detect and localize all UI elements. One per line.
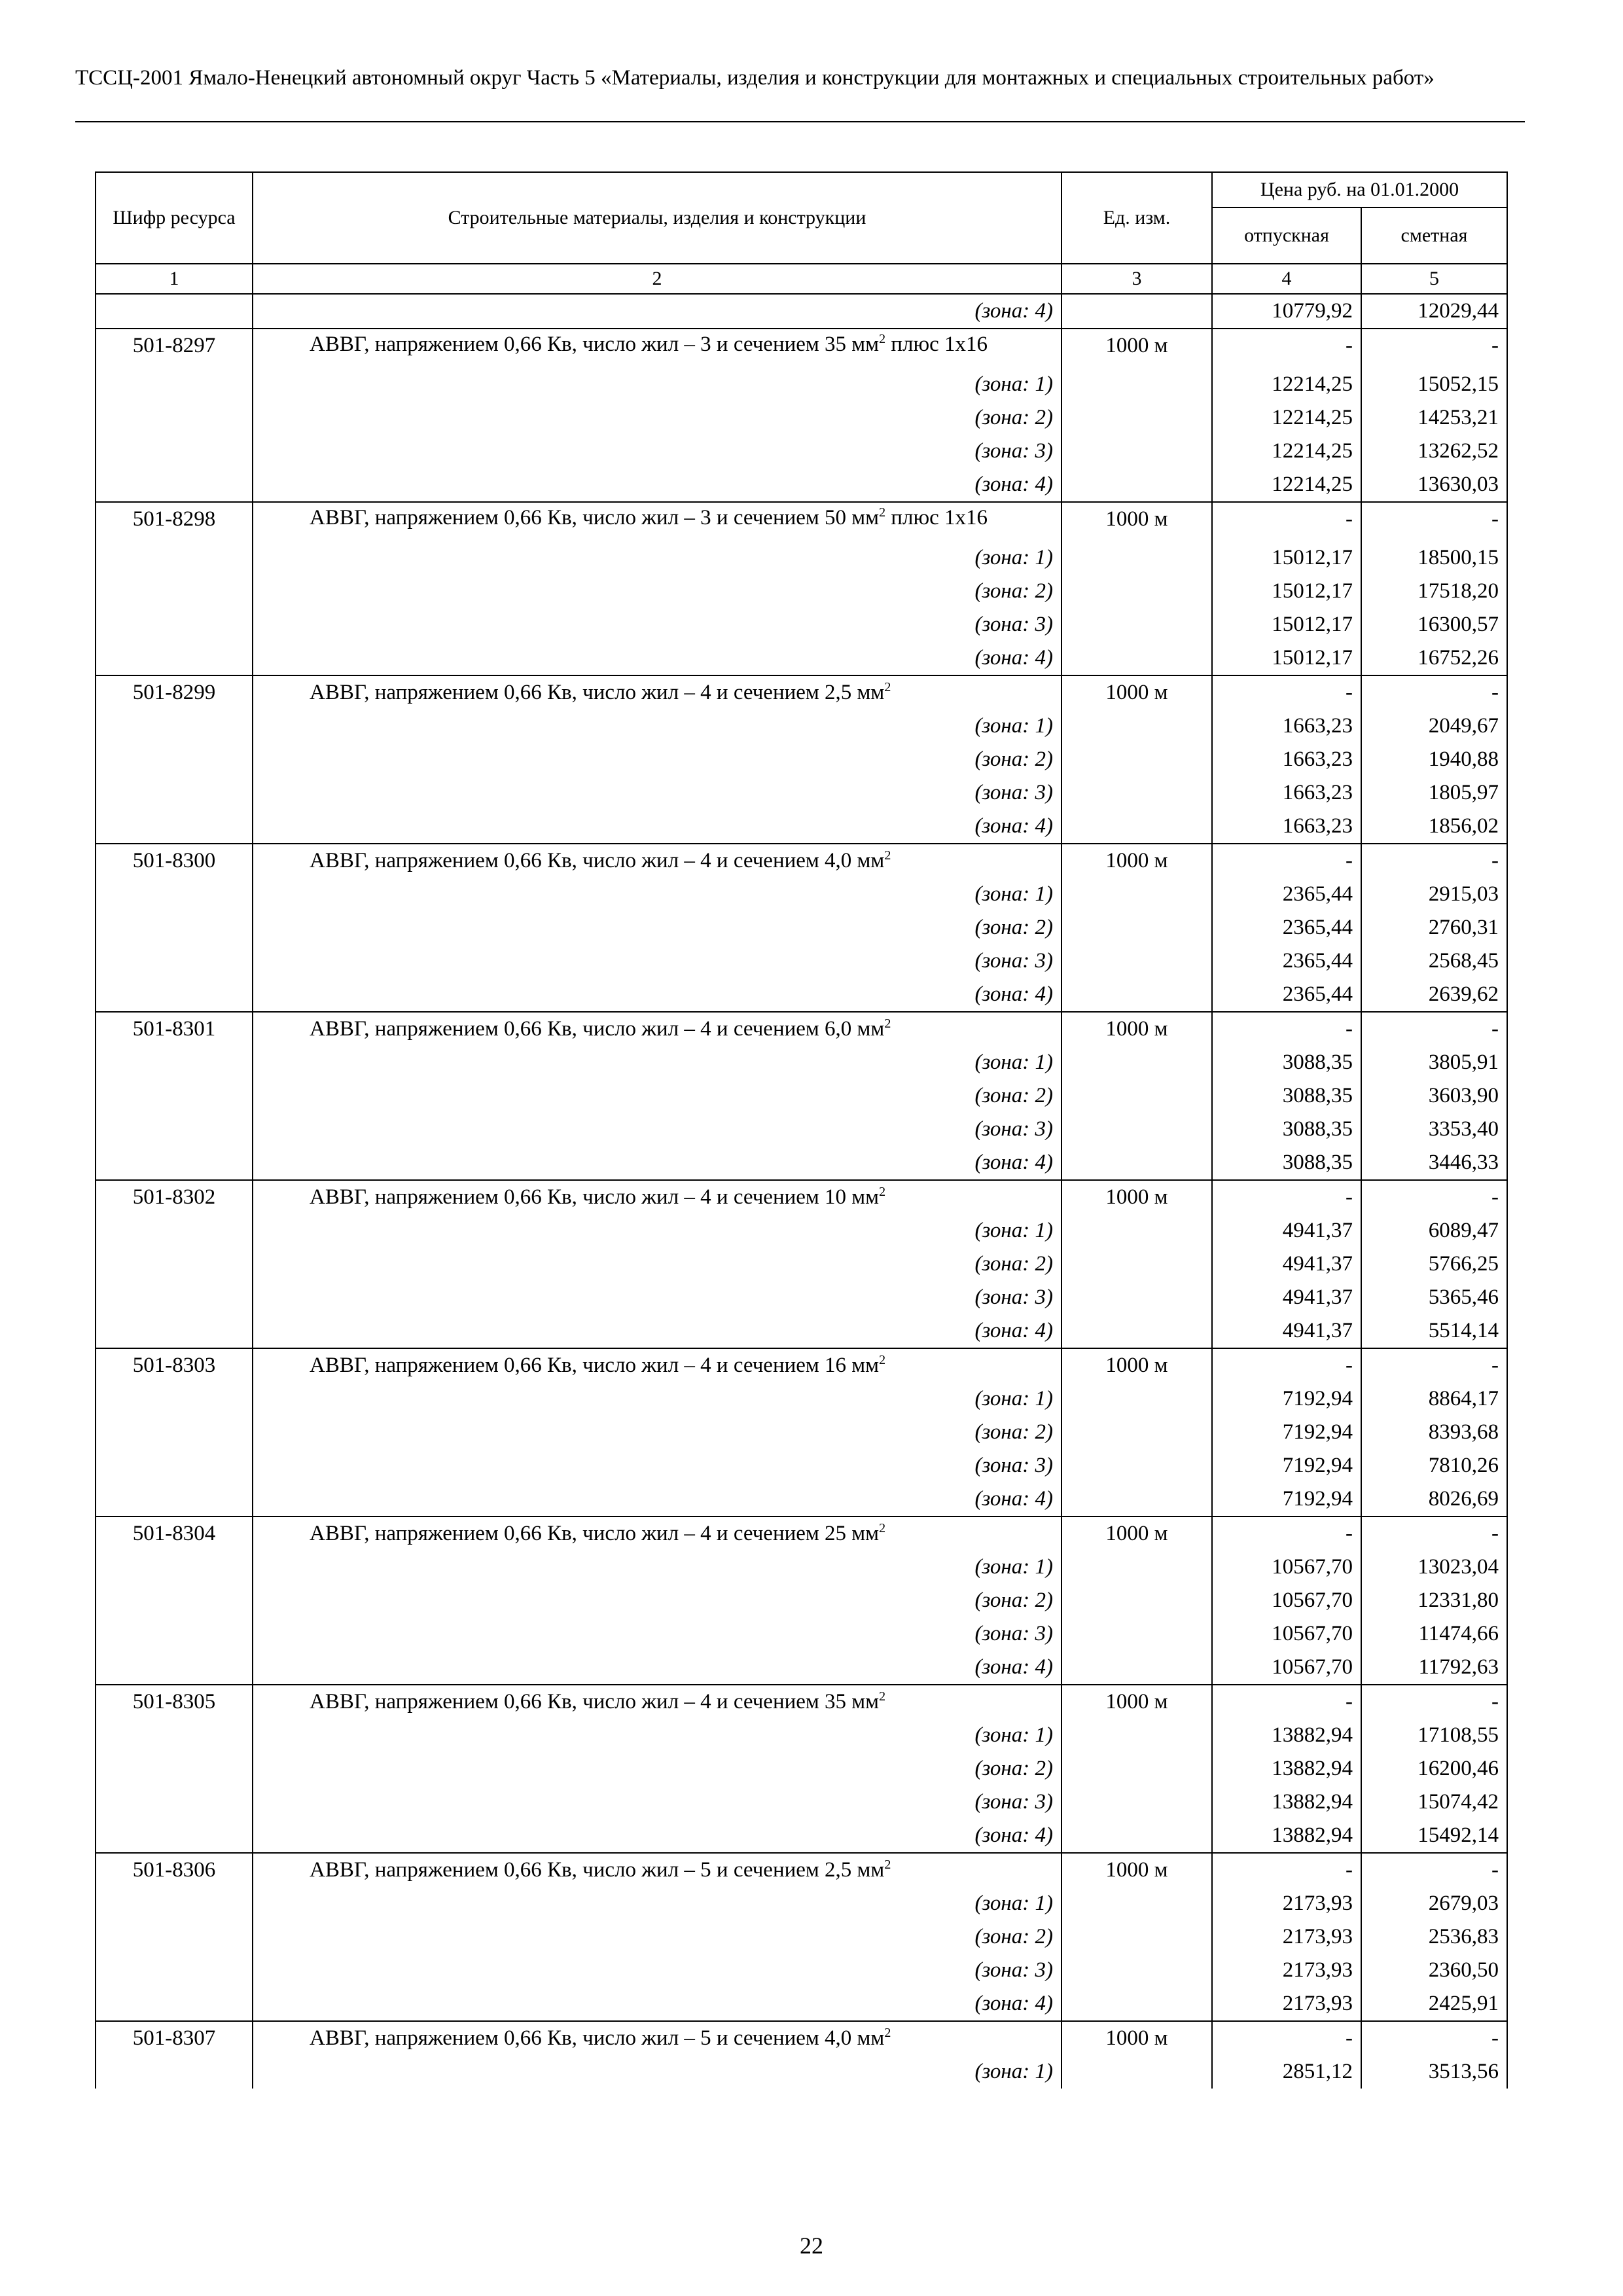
release-price: - — [1212, 1012, 1361, 1046]
estimate-price: 6089,47 — [1361, 1214, 1507, 1247]
zone-label: (зона: 4) — [253, 294, 1061, 329]
zone-row — [96, 468, 1507, 502]
resource-code: 501-8305 — [96, 1685, 253, 1719]
zone-label: (зона: 2) — [253, 1416, 1061, 1449]
release-price: 2173,93 — [1212, 1887, 1361, 1920]
zone-label: (зона: 3) — [253, 608, 1061, 641]
estimate-price: 11792,63 — [1361, 1651, 1507, 1685]
zone-row — [96, 878, 1507, 911]
zone-label: (зона: 1) — [253, 541, 1061, 575]
estimate-price: 5365,46 — [1361, 1281, 1507, 1314]
resource-name-text: АВВГ, напряжением 0,66 Кв, число жил – 5 и сечением 2,5 мм — [310, 1858, 885, 1882]
zone-row — [96, 1079, 1507, 1113]
table-row — [96, 502, 1507, 541]
release-price: 13882,94 — [1212, 1752, 1361, 1785]
zone-row — [96, 1449, 1507, 1482]
estimate-price: 2360,50 — [1361, 1954, 1507, 1987]
release-price: 2173,93 — [1212, 1987, 1361, 2021]
zone-row — [96, 541, 1507, 575]
resource-name — [253, 675, 1061, 709]
release-price: - — [1212, 1853, 1361, 1887]
resource-name-text: АВВГ, напряжением 0,66 Кв, число жил – 5 и сечением 4,0 мм — [310, 2026, 885, 2050]
resource-name — [253, 1516, 1061, 1551]
zone-label: (зона: 3) — [253, 1449, 1061, 1482]
superscript: 2 — [879, 1353, 886, 1367]
zone-label: (зона: 2) — [253, 743, 1061, 776]
zone-label: (зона: 3) — [253, 944, 1061, 978]
resource-name-text: АВВГ, напряжением 0,66 Кв, число жил – 3 и сечением 35 мм — [310, 332, 880, 356]
zone-row — [96, 944, 1507, 978]
resource-name — [253, 1180, 1061, 1214]
superscript: 2 — [879, 1185, 886, 1199]
zone-label: (зона: 3) — [253, 1617, 1061, 1651]
resource-name-text: АВВГ, напряжением 0,66 Кв, число жил – 3 и сечением 50 мм — [310, 506, 880, 529]
release-price: 3088,35 — [1212, 1146, 1361, 1180]
release-price: 7192,94 — [1212, 1482, 1361, 1516]
release-price: 15012,17 — [1212, 641, 1361, 675]
table-row — [96, 2021, 1507, 2055]
col-header-release: отпускная — [1212, 207, 1361, 264]
superscript: 2 — [879, 1689, 886, 1704]
estimate-price: 2639,62 — [1361, 978, 1507, 1012]
resource-name-text: АВВГ, напряжением 0,66 Кв, число жил – 4 и сечением 10 мм — [310, 1185, 880, 1209]
price-table — [95, 171, 1508, 2089]
zone-label: (зона: 2) — [253, 1584, 1061, 1617]
zone-label: (зона: 3) — [253, 1113, 1061, 1146]
estimate-price: - — [1361, 1012, 1507, 1046]
release-price: 2365,44 — [1212, 978, 1361, 1012]
zone-row — [96, 1551, 1507, 1584]
resource-code: 501-8304 — [96, 1516, 253, 1551]
resource-name-text: АВВГ, напряжением 0,66 Кв, число жил – 4 и сечением 4,0 мм — [310, 849, 885, 872]
table-row — [96, 844, 1507, 878]
zone-label: (зона: 1) — [253, 1887, 1061, 1920]
superscript: 2 — [879, 332, 886, 346]
release-price: - — [1212, 1516, 1361, 1551]
release-price: 10567,70 — [1212, 1617, 1361, 1651]
release-price: 13882,94 — [1212, 1785, 1361, 1819]
estimate-price: 1940,88 — [1361, 743, 1507, 776]
estimate-price: - — [1361, 1685, 1507, 1719]
estimate-price: 11474,66 — [1361, 1617, 1507, 1651]
col-number: 4 — [1212, 264, 1361, 294]
release-price: - — [1212, 1348, 1361, 1382]
release-price: 10567,70 — [1212, 1651, 1361, 1685]
release-price: 1663,23 — [1212, 709, 1361, 743]
estimate-price: 15492,14 — [1361, 1819, 1507, 1853]
zone-label: (зона: 4) — [253, 468, 1061, 502]
zone-row — [96, 978, 1507, 1012]
release-price: 13882,94 — [1212, 1819, 1361, 1853]
estimate-price: 3805,91 — [1361, 1046, 1507, 1079]
estimate-price: 3513,56 — [1361, 2055, 1507, 2089]
zone-label: (зона: 1) — [253, 1214, 1061, 1247]
superscript: 2 — [884, 1857, 891, 1872]
unit: 1000 м — [1061, 502, 1212, 541]
zone-label: (зона: 4) — [253, 1651, 1061, 1685]
zone-label: (зона: 3) — [253, 1954, 1061, 1987]
release-price: 10567,70 — [1212, 1551, 1361, 1584]
zone-row — [96, 743, 1507, 776]
resource-name — [253, 1348, 1061, 1382]
zone-row — [96, 401, 1507, 435]
col-number: 2 — [253, 264, 1061, 294]
estimate-price: - — [1361, 675, 1507, 709]
table-row — [96, 329, 1507, 368]
release-price: 15012,17 — [1212, 608, 1361, 641]
estimate-price: - — [1361, 502, 1507, 541]
unit: 1000 м — [1061, 2021, 1212, 2055]
zone-row — [96, 1382, 1507, 1416]
zone-label: (зона: 4) — [253, 810, 1061, 844]
table-header — [96, 172, 1507, 294]
document-header: ТССЦ-2001 Ямало-Ненецкий автономный округ Часть 5 «Материалы, изделия и конструкции для монтажных и специальных строительных работ» — [75, 66, 1435, 90]
resource-code: 501-8299 — [96, 675, 253, 709]
estimate-price: 14253,21 — [1361, 401, 1507, 435]
resource-code: 501-8306 — [96, 1853, 253, 1887]
zone-row — [96, 1920, 1507, 1954]
resource-name-text: АВВГ, напряжением 0,66 Кв, число жил – 4 и сечением 16 мм — [310, 1354, 880, 1377]
zone-row — [96, 1954, 1507, 1987]
estimate-price: 2425,91 — [1361, 1987, 1507, 2021]
estimate-price: 2568,45 — [1361, 944, 1507, 978]
estimate-price: - — [1361, 1516, 1507, 1551]
zone-label: (зона: 1) — [253, 1046, 1061, 1079]
release-price: 4941,37 — [1212, 1247, 1361, 1281]
estimate-price: - — [1361, 2021, 1507, 2055]
zone-row — [96, 368, 1507, 401]
col-header-name: Строительные материалы, изделия и конструкции — [253, 172, 1061, 264]
estimate-price: - — [1361, 1180, 1507, 1214]
zone-row — [96, 776, 1507, 810]
zone-label: (зона: 4) — [253, 1819, 1061, 1853]
release-price: 12214,25 — [1212, 368, 1361, 401]
resource-name — [253, 502, 1061, 541]
resource-name — [253, 2021, 1061, 2055]
zone-label: (зона: 1) — [253, 878, 1061, 911]
estimate-price: 3353,40 — [1361, 1113, 1507, 1146]
col-number: 3 — [1061, 264, 1212, 294]
estimate-price: 2760,31 — [1361, 911, 1507, 944]
release-price: 2851,12 — [1212, 2055, 1361, 2089]
zone-row — [96, 911, 1507, 944]
unit: 1000 м — [1061, 1685, 1212, 1719]
release-price: 12214,25 — [1212, 401, 1361, 435]
estimate-price: - — [1361, 1348, 1507, 1382]
estimate-price: 2915,03 — [1361, 878, 1507, 911]
superscript: 2 — [879, 505, 886, 520]
resource-name-suffix: плюс 1х16 — [885, 332, 988, 356]
zone-row — [96, 1247, 1507, 1281]
resource-code: 501-8297 — [96, 329, 253, 368]
unit: 1000 м — [1061, 1348, 1212, 1382]
estimate-price: 16200,46 — [1361, 1752, 1507, 1785]
zone-row — [96, 1214, 1507, 1247]
resource-code: 501-8307 — [96, 2021, 253, 2055]
zone-row — [96, 1719, 1507, 1752]
zone-row — [96, 1887, 1507, 1920]
col-header-code: Шифр ресурса — [96, 172, 253, 264]
release-price: 3088,35 — [1212, 1079, 1361, 1113]
superscript: 2 — [884, 848, 891, 863]
superscript: 2 — [884, 680, 891, 694]
resource-code: 501-8298 — [96, 502, 253, 541]
zone-label: (зона: 1) — [253, 1551, 1061, 1584]
release-price: 4941,37 — [1212, 1314, 1361, 1348]
unit: 1000 м — [1061, 1516, 1212, 1551]
release-price: 2365,44 — [1212, 944, 1361, 978]
table-body — [96, 294, 1507, 2089]
release-price: 3088,35 — [1212, 1046, 1361, 1079]
zone-row — [96, 608, 1507, 641]
resource-code: 501-8303 — [96, 1348, 253, 1382]
estimate-price: 12029,44 — [1361, 294, 1507, 329]
release-price: 7192,94 — [1212, 1382, 1361, 1416]
zone-label: (зона: 3) — [253, 1785, 1061, 1819]
estimate-price: 8393,68 — [1361, 1416, 1507, 1449]
estimate-price: 17108,55 — [1361, 1719, 1507, 1752]
unit: 1000 м — [1061, 844, 1212, 878]
table-row — [96, 1516, 1507, 1551]
resource-name — [253, 329, 1061, 368]
zone-label: (зона: 4) — [253, 1146, 1061, 1180]
page-number: 22 — [800, 2233, 823, 2259]
table-row — [96, 1853, 1507, 1887]
estimate-price: 3446,33 — [1361, 1146, 1507, 1180]
release-price: 10779,92 — [1212, 294, 1361, 329]
zone-label: (зона: 3) — [253, 435, 1061, 468]
estimate-price: 3603,90 — [1361, 1079, 1507, 1113]
col-header-unit: Ед. изм. — [1061, 172, 1212, 264]
resource-name — [253, 1685, 1061, 1719]
release-price: 1663,23 — [1212, 743, 1361, 776]
release-price: 2365,44 — [1212, 911, 1361, 944]
zone-row — [96, 2055, 1507, 2089]
zone-row — [96, 575, 1507, 608]
resource-name — [253, 844, 1061, 878]
resource-name — [253, 1012, 1061, 1046]
estimate-price: 13023,04 — [1361, 1551, 1507, 1584]
col-number: 1 — [96, 264, 253, 294]
zone-row — [96, 1752, 1507, 1785]
zone-row — [96, 1987, 1507, 2021]
zone-row — [96, 1584, 1507, 1617]
resource-name-text: АВВГ, напряжением 0,66 Кв, число жил – 4 и сечением 6,0 мм — [310, 1017, 885, 1041]
estimate-price: 15074,42 — [1361, 1785, 1507, 1819]
release-price: 2365,44 — [1212, 878, 1361, 911]
estimate-price: - — [1361, 329, 1507, 368]
release-price: 2173,93 — [1212, 1954, 1361, 1987]
col-header-price-group: Цена руб. на 01.01.2000 — [1212, 172, 1507, 207]
table-row — [96, 1012, 1507, 1046]
unit: 1000 м — [1061, 1853, 1212, 1887]
estimate-price: 5766,25 — [1361, 1247, 1507, 1281]
resource-name — [253, 1853, 1061, 1887]
zone-label: (зона: 2) — [253, 911, 1061, 944]
zone-row — [96, 1046, 1507, 1079]
estimate-price: 1805,97 — [1361, 776, 1507, 810]
resource-code: 501-8302 — [96, 1180, 253, 1214]
release-price: 7192,94 — [1212, 1449, 1361, 1482]
zone-label: (зона: 2) — [253, 401, 1061, 435]
table-row — [96, 1348, 1507, 1382]
zone-label: (зона: 4) — [253, 1314, 1061, 1348]
table-row — [96, 1180, 1507, 1214]
header-rule — [75, 121, 1525, 122]
superscript: 2 — [884, 1016, 891, 1031]
unit: 1000 м — [1061, 329, 1212, 368]
zone-row — [96, 1482, 1507, 1516]
zone-row — [96, 1416, 1507, 1449]
estimate-price: - — [1361, 844, 1507, 878]
zone-label: (зона: 3) — [253, 776, 1061, 810]
estimate-price: 2049,67 — [1361, 709, 1507, 743]
estimate-price: 5514,14 — [1361, 1314, 1507, 1348]
resource-name-text: АВВГ, напряжением 0,66 Кв, число жил – 4 и сечением 2,5 мм — [310, 681, 885, 704]
resource-code: 501-8300 — [96, 844, 253, 878]
zone-row — [96, 810, 1507, 844]
table-row — [96, 294, 1507, 329]
estimate-price: - — [1361, 1853, 1507, 1887]
table-row — [96, 675, 1507, 709]
resource-code: 501-8301 — [96, 1012, 253, 1046]
estimate-price: 12331,80 — [1361, 1584, 1507, 1617]
release-price: 15012,17 — [1212, 541, 1361, 575]
estimate-price: 7810,26 — [1361, 1449, 1507, 1482]
release-price: - — [1212, 2021, 1361, 2055]
resource-name-text: АВВГ, напряжением 0,66 Кв, число жил – 4 и сечением 35 мм — [310, 1690, 880, 1713]
estimate-price: 17518,20 — [1361, 575, 1507, 608]
release-price: - — [1212, 1685, 1361, 1719]
estimate-price: 2679,03 — [1361, 1887, 1507, 1920]
zone-row — [96, 435, 1507, 468]
release-price: - — [1212, 1180, 1361, 1214]
col-number: 5 — [1361, 264, 1507, 294]
zone-label: (зона: 4) — [253, 641, 1061, 675]
zone-label: (зона: 4) — [253, 978, 1061, 1012]
release-price: - — [1212, 675, 1361, 709]
zone-row — [96, 641, 1507, 675]
release-price: - — [1212, 329, 1361, 368]
zone-row — [96, 1651, 1507, 1685]
release-price: 3088,35 — [1212, 1113, 1361, 1146]
zone-row — [96, 1819, 1507, 1853]
zone-label: (зона: 1) — [253, 368, 1061, 401]
zone-row — [96, 709, 1507, 743]
estimate-price: 8026,69 — [1361, 1482, 1507, 1516]
release-price: 12214,25 — [1212, 435, 1361, 468]
release-price: 1663,23 — [1212, 810, 1361, 844]
zone-label: (зона: 2) — [253, 1752, 1061, 1785]
zone-row — [96, 1113, 1507, 1146]
release-price: 2173,93 — [1212, 1920, 1361, 1954]
estimate-price: 16752,26 — [1361, 641, 1507, 675]
estimate-price: 8864,17 — [1361, 1382, 1507, 1416]
zone-label: (зона: 2) — [253, 1920, 1061, 1954]
zone-label: (зона: 4) — [253, 1987, 1061, 2021]
zone-label: (зона: 1) — [253, 1719, 1061, 1752]
estimate-price: 15052,15 — [1361, 368, 1507, 401]
release-price: 7192,94 — [1212, 1416, 1361, 1449]
unit: 1000 м — [1061, 1180, 1212, 1214]
zone-label: (зона: 2) — [253, 1247, 1061, 1281]
release-price: 10567,70 — [1212, 1584, 1361, 1617]
zone-label: (зона: 3) — [253, 1281, 1061, 1314]
unit: 1000 м — [1061, 1012, 1212, 1046]
estimate-price: 13262,52 — [1361, 435, 1507, 468]
zone-row — [96, 1146, 1507, 1180]
zone-label: (зона: 2) — [253, 1079, 1061, 1113]
zone-row — [96, 1314, 1507, 1348]
zone-label: (зона: 1) — [253, 709, 1061, 743]
unit: 1000 м — [1061, 675, 1212, 709]
zone-row — [96, 1785, 1507, 1819]
zone-row — [96, 1617, 1507, 1651]
release-price: 13882,94 — [1212, 1719, 1361, 1752]
release-price: - — [1212, 502, 1361, 541]
release-price: 1663,23 — [1212, 776, 1361, 810]
release-price: - — [1212, 844, 1361, 878]
estimate-price: 13630,03 — [1361, 468, 1507, 502]
col-header-estimate: сметная — [1361, 207, 1507, 264]
release-price: 4941,37 — [1212, 1281, 1361, 1314]
estimate-price: 18500,15 — [1361, 541, 1507, 575]
superscript: 2 — [884, 2026, 891, 2040]
estimate-price: 1856,02 — [1361, 810, 1507, 844]
table-row — [96, 1685, 1507, 1719]
zone-label: (зона: 1) — [253, 1382, 1061, 1416]
zone-label: (зона: 2) — [253, 575, 1061, 608]
resource-name-text: АВВГ, напряжением 0,66 Кв, число жил – 4 и сечением 25 мм — [310, 1522, 880, 1545]
resource-name-suffix: плюс 1х16 — [885, 506, 988, 529]
release-price: 4941,37 — [1212, 1214, 1361, 1247]
superscript: 2 — [879, 1521, 886, 1535]
zone-row — [96, 1281, 1507, 1314]
release-price: 12214,25 — [1212, 468, 1361, 502]
zone-label: (зона: 1) — [253, 2055, 1061, 2089]
estimate-price: 16300,57 — [1361, 608, 1507, 641]
zone-label: (зона: 4) — [253, 1482, 1061, 1516]
estimate-price: 2536,83 — [1361, 1920, 1507, 1954]
release-price: 15012,17 — [1212, 575, 1361, 608]
